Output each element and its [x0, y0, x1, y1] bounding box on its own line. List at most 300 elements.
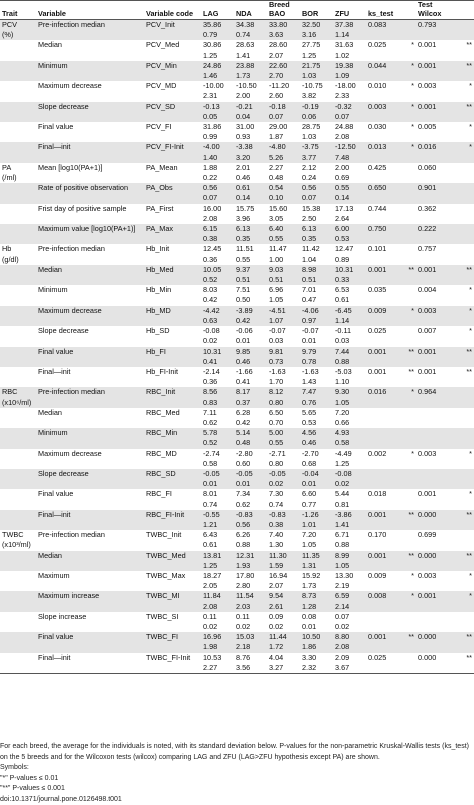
trait-cell: (g/dl) — [0, 255, 36, 265]
variable-code-cell: PCV_Med — [144, 40, 201, 50]
nda-cell: 15.75 — [234, 204, 267, 214]
variable-cell — [36, 234, 144, 244]
variable-cell: Final value — [36, 632, 144, 642]
ks-significance-cell: * — [396, 61, 416, 71]
variable-code-cell — [144, 418, 201, 428]
wilcox-significance-cell — [446, 316, 474, 326]
nda-cell: -3.89 — [234, 306, 267, 316]
wilcox-cell: 0.964 — [416, 387, 446, 397]
zfu-cell: 37.38 — [333, 20, 366, 31]
lag-cell: 8.03 — [201, 285, 234, 295]
ks-significance-cell — [396, 255, 416, 265]
table-row — [0, 204, 474, 214]
table-row — [0, 102, 474, 112]
lag-cell: 6.15 — [201, 224, 234, 234]
lag-cell: 18.27 — [201, 571, 234, 581]
wilcox-cell — [416, 612, 446, 622]
wilcox-significance-cell: ** — [446, 653, 474, 663]
bao-header: BAO — [267, 9, 300, 20]
bao-cell: 11.44 — [267, 632, 300, 642]
ks-test-cell — [366, 500, 396, 510]
bao-cell: 2.61 — [267, 602, 300, 612]
trait-cell — [0, 438, 36, 448]
variable-code-cell: RBC_Med — [144, 408, 201, 418]
wilcox-significance-cell — [446, 540, 474, 550]
ks-test-cell: 0.003 — [366, 102, 396, 112]
lag-cell: 0.42 — [201, 295, 234, 305]
variable-cell — [36, 418, 144, 428]
variable-code-cell — [144, 173, 201, 183]
ks-significance-cell — [396, 663, 416, 674]
ks-test-cell — [366, 357, 396, 367]
bor-cell: 0.77 — [300, 500, 333, 510]
nda-cell: 1.93 — [234, 561, 267, 571]
bor-cell: -0.19 — [300, 102, 333, 112]
variable-code-cell — [144, 459, 201, 469]
bor-cell: 27.75 — [300, 40, 333, 50]
ks-significance-cell — [396, 214, 416, 224]
variable-code-cell — [144, 398, 201, 408]
variable-cell: Slope decrease — [36, 326, 144, 336]
variable-code-cell: RBC_MD — [144, 449, 201, 459]
ks-significance-cell — [396, 112, 416, 122]
bao-cell: 0.03 — [267, 336, 300, 346]
variable-cell — [36, 602, 144, 612]
table-row — [0, 183, 474, 193]
trait-cell — [0, 520, 36, 530]
zfu-cell: 0.55 — [333, 183, 366, 193]
variable-cell — [36, 398, 144, 408]
bor-cell: 0.76 — [300, 398, 333, 408]
zfu-cell: -5.03 — [333, 367, 366, 377]
zfu-cell: 13.30 — [333, 571, 366, 581]
wilcox-cell: 0.001 — [416, 265, 446, 275]
ks-significance-cell — [396, 295, 416, 305]
trait-cell: PA — [0, 163, 36, 173]
note-line: "*" P-values ≤ 0.01 — [0, 774, 474, 785]
bao-cell: 6.50 — [267, 408, 300, 418]
bor-cell: 1.05 — [300, 540, 333, 550]
table-row — [0, 255, 474, 265]
wilcox-cell — [416, 540, 446, 550]
bor-cell: 3.82 — [300, 91, 333, 101]
variable-cell: Pre-infection median — [36, 530, 144, 540]
bor-cell: 5.65 — [300, 408, 333, 418]
bao-cell: 0.54 — [267, 183, 300, 193]
table-row — [0, 367, 474, 377]
ks-significance-cell — [396, 489, 416, 499]
trait-cell — [0, 408, 36, 418]
lag-cell: 0.99 — [201, 132, 234, 142]
ks-test-cell — [366, 214, 396, 224]
variable-code-cell: PCV_Init — [144, 20, 201, 31]
wilcox-cell — [416, 663, 446, 674]
bor-cell: 8.98 — [300, 265, 333, 275]
wilcox-significance-cell: ** — [446, 61, 474, 71]
ks-significance-cell — [396, 244, 416, 254]
wilcox-cell: 0.362 — [416, 204, 446, 214]
wilcox-cell: 0.001 — [416, 61, 446, 71]
bor-cell: 1.43 — [300, 377, 333, 387]
zfu-cell: 2.08 — [333, 642, 366, 652]
lag-cell: -2.74 — [201, 449, 234, 459]
wilcox-cell — [416, 193, 446, 203]
variable-code-cell — [144, 581, 201, 591]
ks-significance-cell — [396, 91, 416, 101]
variable-cell: Median — [36, 40, 144, 50]
bao-cell: 0.74 — [267, 500, 300, 510]
lag-cell: 2.31 — [201, 91, 234, 101]
bao-cell: 0.80 — [267, 459, 300, 469]
nda-cell: 11.54 — [234, 591, 267, 601]
variable-cell: Maximum — [36, 571, 144, 581]
wilcox-significance-cell — [446, 418, 474, 428]
nda-cell: 0.46 — [234, 357, 267, 367]
trait-cell — [0, 153, 36, 163]
bao-cell: 5.00 — [267, 428, 300, 438]
nda-cell: 0.88 — [234, 540, 267, 550]
ks-test-cell — [366, 520, 396, 530]
table-row — [0, 469, 474, 479]
zfu-cell: 2.33 — [333, 91, 366, 101]
wilcox-significance-cell — [446, 173, 474, 183]
trait-cell — [0, 234, 36, 244]
variable-code-cell: TWBC_MI — [144, 591, 201, 601]
wilcox-significance-cell — [446, 244, 474, 254]
trait-cell — [0, 581, 36, 591]
nda-cell: 0.04 — [234, 112, 267, 122]
wilcox-cell — [416, 408, 446, 418]
ks-significance-cell — [396, 173, 416, 183]
table-row — [0, 459, 474, 469]
lag-cell: 0.52 — [201, 275, 234, 285]
trait-cell: (x10⁶/ml) — [0, 398, 36, 408]
variable-cell: Pre-infection median — [36, 244, 144, 254]
variable-cell: Minimum — [36, 285, 144, 295]
ks-significance-cell — [396, 398, 416, 408]
bor-cell: -2.70 — [300, 449, 333, 459]
trait-cell — [0, 418, 36, 428]
ks-significance-cell: ** — [396, 265, 416, 275]
ks-test-cell — [366, 295, 396, 305]
bao-cell: -4.80 — [267, 142, 300, 152]
lag-cell: 0.61 — [201, 540, 234, 550]
wilcox-significance-cell: ** — [446, 367, 474, 377]
ks-significance-cell: * — [396, 387, 416, 397]
wilcox-significance-cell — [446, 224, 474, 234]
variable-code-cell — [144, 275, 201, 285]
nda-cell: 9.37 — [234, 265, 267, 275]
wilcox-cell — [416, 622, 446, 632]
wilcox-significance-cell: * — [446, 591, 474, 601]
wilcox-cell: 0.005 — [416, 122, 446, 132]
bor-cell: 0.78 — [300, 357, 333, 367]
nda-cell: -0.83 — [234, 510, 267, 520]
nda-cell: 2.01 — [234, 163, 267, 173]
nda-cell: -1.66 — [234, 367, 267, 377]
bor-cell: 2.32 — [300, 663, 333, 674]
table-row — [0, 612, 474, 622]
zfu-cell: 6.00 — [333, 224, 366, 234]
variable-cell: Maximum decrease — [36, 449, 144, 459]
variable-cell — [36, 561, 144, 571]
zfu-cell: 3.67 — [333, 663, 366, 674]
bor-cell: -0.07 — [300, 326, 333, 336]
bao-cell: 3.05 — [267, 214, 300, 224]
bor-cell: 2.50 — [300, 214, 333, 224]
bao-cell: 3.63 — [267, 30, 300, 40]
ks-significance-cell — [396, 163, 416, 173]
zfu-cell: 17.13 — [333, 204, 366, 214]
variable-code-cell — [144, 622, 201, 632]
ks-test-cell: 0.009 — [366, 571, 396, 581]
variable-code-cell: Hb_Init — [144, 244, 201, 254]
variable-code-cell — [144, 112, 201, 122]
nda-cell: 0.14 — [234, 193, 267, 203]
trait-cell — [0, 40, 36, 50]
lag-cell: 0.52 — [201, 438, 234, 448]
nda-cell: 2.80 — [234, 581, 267, 591]
bor-cell: 1.86 — [300, 642, 333, 652]
variable-code-cell — [144, 193, 201, 203]
bao-cell: 11.30 — [267, 551, 300, 561]
bor-cell: 8.73 — [300, 591, 333, 601]
ks-test-cell — [366, 438, 396, 448]
zfu-cell: 31.63 — [333, 40, 366, 50]
bao-cell: 1.30 — [267, 540, 300, 550]
bao-cell: 0.07 — [267, 112, 300, 122]
variable-code-cell — [144, 214, 201, 224]
variable-code-cell: RBC_FI-Init — [144, 510, 201, 520]
variable-cell — [36, 438, 144, 448]
variable-cell — [36, 214, 144, 224]
wilcox-cell — [416, 418, 446, 428]
lag-cell: 10.53 — [201, 653, 234, 663]
ks-significance-cell — [396, 326, 416, 336]
variable-cell: Rate of positive observation — [36, 183, 144, 193]
trait-cell — [0, 551, 36, 561]
variable-code-cell: TWBC_FI-Init — [144, 653, 201, 663]
note-line: Symbols: — [0, 763, 474, 774]
zfu-cell: 2.09 — [333, 653, 366, 663]
ks-test-cell — [366, 30, 396, 40]
ks-test-cell — [366, 275, 396, 285]
nda-cell: 0.74 — [234, 30, 267, 40]
ks-test-cell — [366, 469, 396, 479]
lag-cell: 7.11 — [201, 408, 234, 418]
variable-cell — [36, 275, 144, 285]
variable-cell: Maximum decrease — [36, 81, 144, 91]
table-row — [0, 571, 474, 581]
zfu-cell: 1.10 — [333, 377, 366, 387]
wilcox-significance-cell: * — [446, 326, 474, 336]
bao-cell: -0.18 — [267, 102, 300, 112]
bao-cell: 0.55 — [267, 438, 300, 448]
variable-code-cell — [144, 377, 201, 387]
bao-cell: 1.07 — [267, 316, 300, 326]
wilcox-significance-cell: ** — [446, 102, 474, 112]
nda-cell: 7.51 — [234, 285, 267, 295]
table-row — [0, 244, 474, 254]
trait-cell — [0, 193, 36, 203]
variable-code-cell — [144, 91, 201, 101]
wilcox-significance-cell: ** — [446, 510, 474, 520]
bao-cell: 2.70 — [267, 71, 300, 81]
variable-code-cell: RBC_FI — [144, 489, 201, 499]
ks-significance-cell — [396, 530, 416, 540]
trait-cell — [0, 142, 36, 152]
note-line: For each breed, the average for the individuals is noted, with its standard deviation below. P-values for the non-parametric Kruskal-Wallis tests (ks_test) — [0, 742, 474, 753]
bor-cell: 0.01 — [300, 336, 333, 346]
wilcox-cell — [416, 153, 446, 163]
ks-significance-cell — [396, 612, 416, 622]
zfu-cell: 10.31 — [333, 265, 366, 275]
note-line: "**" P-values ≤ 0.001 — [0, 784, 474, 795]
wilcox-significance-cell: * — [446, 81, 474, 91]
wilcox-significance-cell — [446, 30, 474, 40]
lag-cell: 2.08 — [201, 214, 234, 224]
wilcox-cell: 0.016 — [416, 142, 446, 152]
ks-significance-cell — [396, 459, 416, 469]
zfu-cell: 0.66 — [333, 418, 366, 428]
ks-test-cell — [366, 663, 396, 674]
zfu-cell: 0.02 — [333, 479, 366, 489]
variable-cell: Final—init — [36, 653, 144, 663]
trait-cell — [0, 500, 36, 510]
variable-cell: Mean [log10(PA+1)] — [36, 163, 144, 173]
lag-cell: -10.00 — [201, 81, 234, 91]
ks-significance-cell: * — [396, 40, 416, 50]
trait-cell — [0, 428, 36, 438]
ks-test-cell — [366, 234, 396, 244]
zfu-cell: 0.53 — [333, 234, 366, 244]
table-row — [0, 81, 474, 91]
ks-test-cell: 0.025 — [366, 40, 396, 50]
variable-cell: Final—init — [36, 510, 144, 520]
trait-cell — [0, 449, 36, 459]
wilcox-cell — [416, 520, 446, 530]
trait-cell — [0, 510, 36, 520]
trait-cell — [0, 357, 36, 367]
variable-cell: Median — [36, 265, 144, 275]
ks-test-cell — [366, 612, 396, 622]
variable-cell — [36, 30, 144, 40]
bor-cell: 0.68 — [300, 459, 333, 469]
wilcox-significance-cell — [446, 612, 474, 622]
doi-link[interactable]: doi:10.1371/journal.pone.0126498.t001 — [0, 795, 474, 805]
bor-cell: 7.01 — [300, 285, 333, 295]
variable-cell: Median — [36, 551, 144, 561]
zfu-cell: 0.58 — [333, 438, 366, 448]
zfu-cell: 2.19 — [333, 581, 366, 591]
wilcox-significance-cell: * — [446, 449, 474, 459]
bao-cell: 0.73 — [267, 357, 300, 367]
ks-test-cell: 0.750 — [366, 224, 396, 234]
bao-cell: 9.54 — [267, 591, 300, 601]
nda-cell: 0.55 — [234, 255, 267, 265]
zfu-cell: 9.30 — [333, 387, 366, 397]
variable-cell: Maximum increase — [36, 591, 144, 601]
wilcox-cell: 0.000 — [416, 510, 446, 520]
lag-cell: 0.02 — [201, 336, 234, 346]
zfu-cell: 0.89 — [333, 255, 366, 265]
variable-cell: Slope increase — [36, 612, 144, 622]
wilcox-significance-cell: * — [446, 285, 474, 295]
variable-code-cell — [144, 602, 201, 612]
wilcox-significance-cell: ** — [446, 40, 474, 50]
zfu-cell: 8.80 — [333, 632, 366, 642]
wilcox-cell: 0.007 — [416, 326, 446, 336]
wilcox-significance-cell — [446, 602, 474, 612]
zfu-cell: 0.88 — [333, 357, 366, 367]
variable-cell — [36, 193, 144, 203]
lag-cell: 35.86 — [201, 20, 234, 31]
variable-code-cell — [144, 51, 201, 61]
bao-cell: 0.80 — [267, 398, 300, 408]
variable-cell — [36, 336, 144, 346]
variable-code-cell — [144, 316, 201, 326]
ks-test-cell: 0.002 — [366, 449, 396, 459]
bao-cell: 1.87 — [267, 132, 300, 142]
variable-code-cell — [144, 234, 201, 244]
trait-cell — [0, 91, 36, 101]
ks-test-cell: 0.650 — [366, 183, 396, 193]
nda-cell: 8.76 — [234, 653, 267, 663]
ks-test-cell — [366, 51, 396, 61]
table-row — [0, 275, 474, 285]
ks-significance-cell — [396, 642, 416, 652]
trait-cell: RBC — [0, 387, 36, 397]
wilcox-cell — [416, 51, 446, 61]
lag-cell: 0.58 — [201, 459, 234, 469]
nda-cell: 31.00 — [234, 122, 267, 132]
lag-cell: -4.42 — [201, 306, 234, 316]
lag-cell: 0.74 — [201, 500, 234, 510]
nda-cell: 0.35 — [234, 234, 267, 244]
nda-cell: 17.80 — [234, 571, 267, 581]
nda-cell: 0.01 — [234, 479, 267, 489]
zfu-cell: 5.44 — [333, 489, 366, 499]
trait-cell — [0, 622, 36, 632]
wilcox-significance-cell — [446, 520, 474, 530]
table-row — [0, 193, 474, 203]
zfu-cell: 24.88 — [333, 122, 366, 132]
lag-cell: 2.05 — [201, 581, 234, 591]
nda-cell: 3.20 — [234, 153, 267, 163]
nda-cell: 12.31 — [234, 551, 267, 561]
bao-cell: 0.02 — [267, 479, 300, 489]
nda-cell: -0.05 — [234, 469, 267, 479]
lag-cell: 2.08 — [201, 602, 234, 612]
zfu-cell: 0.07 — [333, 112, 366, 122]
ks-significance-cell — [396, 357, 416, 367]
trait-cell — [0, 214, 36, 224]
table-row — [0, 122, 474, 132]
variable-code-cell: Hb_Min — [144, 285, 201, 295]
lag-cell: 10.31 — [201, 347, 234, 357]
nda-cell: 0.51 — [234, 275, 267, 285]
wilcox-significance-cell — [446, 91, 474, 101]
table-row — [0, 653, 474, 663]
variable-code-cell: PA_First — [144, 204, 201, 214]
bor-cell: -4.06 — [300, 306, 333, 316]
wilcox-cell — [416, 438, 446, 448]
variable-cell — [36, 642, 144, 652]
wilcox-significance-cell: ** — [446, 551, 474, 561]
wilcox-significance-cell — [446, 51, 474, 61]
lag-cell: -0.08 — [201, 326, 234, 336]
trait-cell — [0, 224, 36, 234]
